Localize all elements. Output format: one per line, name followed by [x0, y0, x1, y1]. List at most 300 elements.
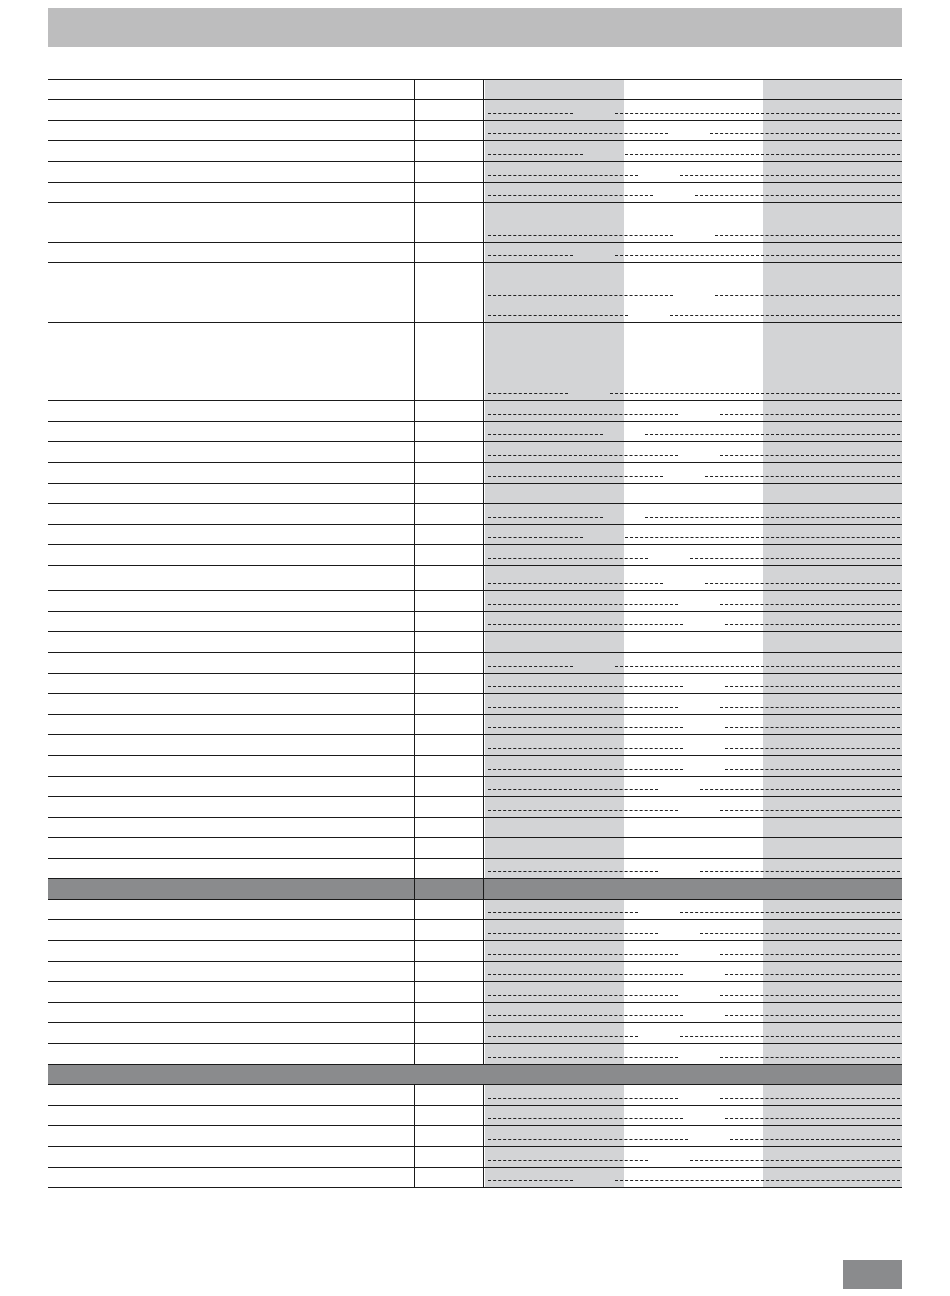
cell-a	[485, 1085, 624, 1105]
section-unit	[414, 879, 484, 899]
cell-label	[48, 632, 414, 652]
table-row	[48, 504, 902, 525]
table-row	[48, 1023, 902, 1044]
cell-c	[763, 859, 902, 878]
cell-b	[624, 653, 763, 673]
cell-unit	[414, 1147, 484, 1167]
table-row	[48, 653, 902, 674]
cell-a	[485, 422, 624, 441]
dash-leader	[720, 995, 900, 996]
dash-leader	[488, 1180, 573, 1181]
table-row	[48, 591, 902, 612]
cell-b	[624, 900, 763, 919]
cell-a	[485, 545, 624, 565]
table-row	[48, 900, 902, 920]
cell-c	[763, 1023, 902, 1043]
cell-a	[485, 797, 624, 817]
cell-a	[485, 1147, 624, 1167]
table-row	[48, 838, 902, 859]
cell-a	[485, 162, 624, 182]
cell-b	[624, 525, 763, 544]
cell-b	[624, 735, 763, 755]
cell-b	[624, 632, 763, 652]
table-row	[48, 797, 902, 818]
cell-a	[485, 1003, 624, 1022]
cell-b	[624, 1085, 763, 1105]
cell-unit	[414, 612, 484, 631]
cell-c	[763, 1106, 902, 1125]
cell-c	[763, 591, 902, 611]
table-row	[48, 243, 902, 263]
cell-label	[48, 715, 414, 734]
cell-label	[48, 401, 414, 421]
cell-label	[48, 941, 414, 961]
dash-leader	[488, 558, 648, 559]
cell-unit	[414, 694, 484, 714]
dash-leader	[488, 133, 668, 134]
dash-leader	[725, 624, 900, 625]
dash-leader	[725, 727, 900, 728]
cell-unit	[414, 484, 484, 503]
cell-unit	[414, 1085, 484, 1105]
cell-a	[485, 982, 624, 1002]
cell-label	[48, 859, 414, 878]
cell-c	[763, 100, 902, 120]
cell-b	[624, 818, 763, 837]
cell-label	[48, 653, 414, 673]
dash-leader	[690, 1160, 900, 1161]
table-row	[48, 183, 902, 203]
cell-unit	[414, 545, 484, 565]
dash-leader	[720, 414, 900, 415]
cell-label	[48, 612, 414, 631]
cell-label	[48, 121, 414, 140]
cell-b	[624, 401, 763, 421]
cell-label	[48, 1168, 414, 1187]
cell-label	[48, 243, 414, 262]
cell-c	[763, 141, 902, 161]
cell-label	[48, 525, 414, 544]
cell-label	[48, 504, 414, 524]
cell-b	[624, 1023, 763, 1043]
cell-unit	[414, 756, 484, 776]
header-bar	[48, 8, 902, 47]
cell-label	[48, 777, 414, 796]
section-values	[485, 879, 902, 899]
cell-label	[48, 982, 414, 1002]
dash-leader	[488, 666, 573, 667]
cell-b	[624, 183, 763, 202]
dash-leader	[725, 1015, 900, 1016]
dash-leader	[488, 748, 683, 749]
cell-b	[624, 121, 763, 140]
cell-label	[48, 735, 414, 755]
cell-label	[48, 484, 414, 503]
dash-leader	[488, 235, 673, 236]
cell-label	[48, 1126, 414, 1146]
cell-a	[485, 141, 624, 161]
cell-unit	[414, 653, 484, 673]
cell-c	[763, 504, 902, 524]
table-row	[48, 1147, 902, 1168]
cell-a	[485, 632, 624, 652]
table-row	[48, 401, 902, 422]
dash-leader	[730, 1139, 900, 1140]
table-row	[48, 1003, 902, 1023]
cell-unit	[414, 525, 484, 544]
dash-leader	[720, 707, 900, 708]
cell-c	[763, 401, 902, 421]
table-row	[48, 422, 902, 442]
table-row	[48, 484, 902, 504]
cell-b	[624, 756, 763, 776]
cell-a	[485, 900, 624, 919]
cell-unit	[414, 442, 484, 462]
cell-label	[48, 183, 414, 202]
cell-unit	[414, 1023, 484, 1043]
cell-unit	[414, 1126, 484, 1146]
spec-table	[48, 79, 902, 1209]
table-row	[48, 566, 902, 591]
table-row	[48, 442, 902, 463]
cell-a	[485, 203, 624, 242]
cell-unit	[414, 1003, 484, 1022]
cell-b	[624, 162, 763, 182]
table-row	[48, 1044, 902, 1065]
dash-leader	[725, 974, 900, 975]
cell-a	[485, 756, 624, 776]
cell-label	[48, 1106, 414, 1125]
cell-unit	[414, 962, 484, 981]
cell-a	[485, 80, 624, 99]
dash-leader	[720, 810, 900, 811]
dash-leader	[700, 789, 900, 790]
section-label	[48, 879, 414, 899]
dash-leader	[680, 912, 900, 913]
cell-c	[763, 818, 902, 837]
cell-label	[48, 545, 414, 565]
cell-a	[485, 121, 624, 140]
cell-b	[624, 591, 763, 611]
table-row	[48, 79, 902, 100]
dash-leader	[610, 393, 900, 394]
table-row	[48, 263, 902, 323]
cell-label	[48, 566, 414, 590]
dash-leader	[625, 537, 900, 538]
cell-label	[48, 463, 414, 483]
cell-b	[624, 674, 763, 693]
dash-leader	[488, 455, 678, 456]
table-row	[48, 735, 902, 756]
cell-b	[624, 263, 763, 322]
dash-leader	[488, 933, 658, 934]
cell-c	[763, 183, 902, 202]
cell-label	[48, 162, 414, 182]
cell-c	[763, 422, 902, 441]
cell-a	[485, 525, 624, 544]
cell-label	[48, 1003, 414, 1022]
cell-a	[485, 323, 624, 400]
cell-label	[48, 80, 414, 99]
cell-label	[48, 900, 414, 919]
dash-leader	[488, 414, 678, 415]
cell-label	[48, 797, 414, 817]
cell-b	[624, 1106, 763, 1125]
cell-b	[624, 1168, 763, 1187]
section-row	[48, 879, 902, 900]
cell-label	[48, 1085, 414, 1105]
cell-label	[48, 1147, 414, 1167]
cell-label	[48, 263, 414, 322]
cell-label	[48, 694, 414, 714]
cell-a	[485, 1023, 624, 1043]
cell-a	[485, 1044, 624, 1064]
table-row	[48, 323, 902, 401]
cell-c	[763, 632, 902, 652]
cell-c	[763, 777, 902, 796]
cell-a	[485, 838, 624, 858]
cell-c	[763, 484, 902, 503]
cell-a	[485, 653, 624, 673]
dash-leader	[488, 175, 638, 176]
dash-leader	[488, 1015, 683, 1016]
table-row	[48, 962, 902, 982]
cell-c	[763, 463, 902, 483]
table-row	[48, 1126, 902, 1147]
cell-b	[624, 566, 763, 590]
dash-leader	[715, 295, 900, 296]
dash-leader	[720, 1098, 900, 1099]
cell-unit	[414, 121, 484, 140]
cell-a	[485, 818, 624, 837]
dash-leader	[488, 393, 568, 394]
table-row	[48, 818, 902, 838]
dash-leader	[720, 954, 900, 955]
dash-leader	[700, 871, 900, 872]
cell-unit	[414, 504, 484, 524]
dash-leader	[695, 195, 900, 196]
cell-unit	[414, 797, 484, 817]
dash-leader	[645, 434, 900, 435]
cell-label	[48, 1023, 414, 1043]
cell-unit	[414, 632, 484, 652]
dash-leader	[488, 707, 678, 708]
dash-leader	[720, 604, 900, 605]
dash-leader	[488, 1160, 648, 1161]
cell-c	[763, 756, 902, 776]
table-row	[48, 920, 902, 941]
cell-b	[624, 1126, 763, 1146]
cell-b	[624, 777, 763, 796]
cell-b	[624, 859, 763, 878]
cell-c	[763, 735, 902, 755]
cell-unit	[414, 80, 484, 99]
cell-b	[624, 838, 763, 858]
cell-b	[624, 694, 763, 714]
cell-unit	[414, 859, 484, 878]
cell-label	[48, 818, 414, 837]
cell-a	[485, 183, 624, 202]
table-row	[48, 203, 902, 243]
dash-leader	[488, 1036, 638, 1037]
cell-a	[485, 243, 624, 262]
table-row	[48, 141, 902, 162]
cell-a	[485, 100, 624, 120]
cell-label	[48, 920, 414, 940]
dash-leader	[615, 666, 900, 667]
table-row	[48, 1168, 902, 1188]
dash-leader	[488, 113, 573, 114]
cell-label	[48, 756, 414, 776]
table-row	[48, 982, 902, 1003]
cell-b	[624, 80, 763, 99]
cell-label	[48, 1044, 414, 1064]
cell-unit	[414, 818, 484, 837]
table-row	[48, 756, 902, 777]
cell-b	[624, 1147, 763, 1167]
cell-c	[763, 715, 902, 734]
dash-leader	[720, 455, 900, 456]
dash-leader	[725, 1118, 900, 1119]
cell-c	[763, 1168, 902, 1187]
dash-leader	[488, 476, 663, 477]
cell-unit	[414, 100, 484, 120]
cell-a	[485, 859, 624, 878]
cell-label	[48, 323, 414, 400]
cell-a	[485, 442, 624, 462]
cell-a	[485, 694, 624, 714]
cell-unit	[414, 422, 484, 441]
dash-leader	[488, 624, 683, 625]
dash-leader	[705, 583, 900, 584]
dash-leader	[615, 255, 900, 256]
dash-leader	[488, 255, 573, 256]
cell-b	[624, 504, 763, 524]
dash-leader	[615, 113, 900, 114]
cell-a	[485, 1106, 624, 1125]
cell-c	[763, 653, 902, 673]
cell-a	[485, 504, 624, 524]
table-row	[48, 162, 902, 183]
dash-leader	[725, 748, 900, 749]
cell-b	[624, 962, 763, 981]
cell-c	[763, 1126, 902, 1146]
cell-a	[485, 715, 624, 734]
cell-label	[48, 203, 414, 242]
dash-leader	[488, 295, 673, 296]
table-row	[48, 694, 902, 715]
dash-leader	[700, 933, 900, 934]
table-row	[48, 859, 902, 879]
dash-leader	[488, 195, 653, 196]
cell-a	[485, 566, 624, 590]
cell-b	[624, 1003, 763, 1022]
dash-leader	[645, 517, 900, 518]
cell-unit	[414, 735, 484, 755]
cell-c	[763, 982, 902, 1002]
cell-unit	[414, 243, 484, 262]
dash-leader	[488, 517, 603, 518]
cell-b	[624, 323, 763, 400]
dash-leader	[488, 974, 683, 975]
cell-a	[485, 484, 624, 503]
cell-unit	[414, 1044, 484, 1064]
cell-unit	[414, 838, 484, 858]
cell-label	[48, 591, 414, 611]
dash-leader	[625, 154, 900, 155]
table-row	[48, 100, 902, 121]
cell-b	[624, 941, 763, 961]
cell-unit	[414, 1168, 484, 1187]
cell-unit	[414, 591, 484, 611]
cell-unit	[414, 401, 484, 421]
cell-label	[48, 442, 414, 462]
dash-leader	[488, 954, 678, 955]
dash-leader	[615, 1180, 900, 1181]
cell-b	[624, 484, 763, 503]
dash-leader	[488, 434, 603, 435]
table-row	[48, 612, 902, 632]
dash-leader	[710, 133, 900, 134]
dash-leader	[488, 995, 678, 996]
cell-a	[485, 401, 624, 421]
cell-label	[48, 838, 414, 858]
cell-c	[763, 1085, 902, 1105]
dash-leader	[670, 315, 900, 316]
cell-a	[485, 777, 624, 796]
cell-unit	[414, 263, 484, 322]
dash-leader	[680, 1036, 900, 1037]
cell-b	[624, 797, 763, 817]
cell-b	[624, 982, 763, 1002]
table-row	[48, 1085, 902, 1106]
cell-a	[485, 612, 624, 631]
cell-a	[485, 1126, 624, 1146]
cell-unit	[414, 920, 484, 940]
table-row	[48, 632, 902, 653]
dash-leader	[488, 789, 658, 790]
cell-c	[763, 121, 902, 140]
cell-unit	[414, 900, 484, 919]
cell-c	[763, 962, 902, 981]
dash-leader	[705, 476, 900, 477]
table-row	[48, 674, 902, 694]
dash-leader	[488, 604, 678, 605]
cell-c	[763, 203, 902, 242]
table-row	[48, 121, 902, 141]
cell-b	[624, 422, 763, 441]
dash-leader	[488, 1098, 678, 1099]
cell-unit	[414, 674, 484, 693]
dash-leader	[488, 686, 683, 687]
cell-a	[485, 674, 624, 693]
cell-unit	[414, 323, 484, 400]
cell-label	[48, 422, 414, 441]
cell-c	[763, 838, 902, 858]
table-row	[48, 1106, 902, 1126]
cell-label	[48, 674, 414, 693]
cell-c	[763, 1044, 902, 1064]
table-row	[48, 525, 902, 545]
cell-b	[624, 1044, 763, 1064]
dash-leader	[488, 1118, 683, 1119]
cell-a	[485, 591, 624, 611]
dash-leader	[488, 154, 583, 155]
cell-c	[763, 243, 902, 262]
dash-leader	[488, 537, 583, 538]
dash-leader	[680, 175, 900, 176]
cell-b	[624, 920, 763, 940]
